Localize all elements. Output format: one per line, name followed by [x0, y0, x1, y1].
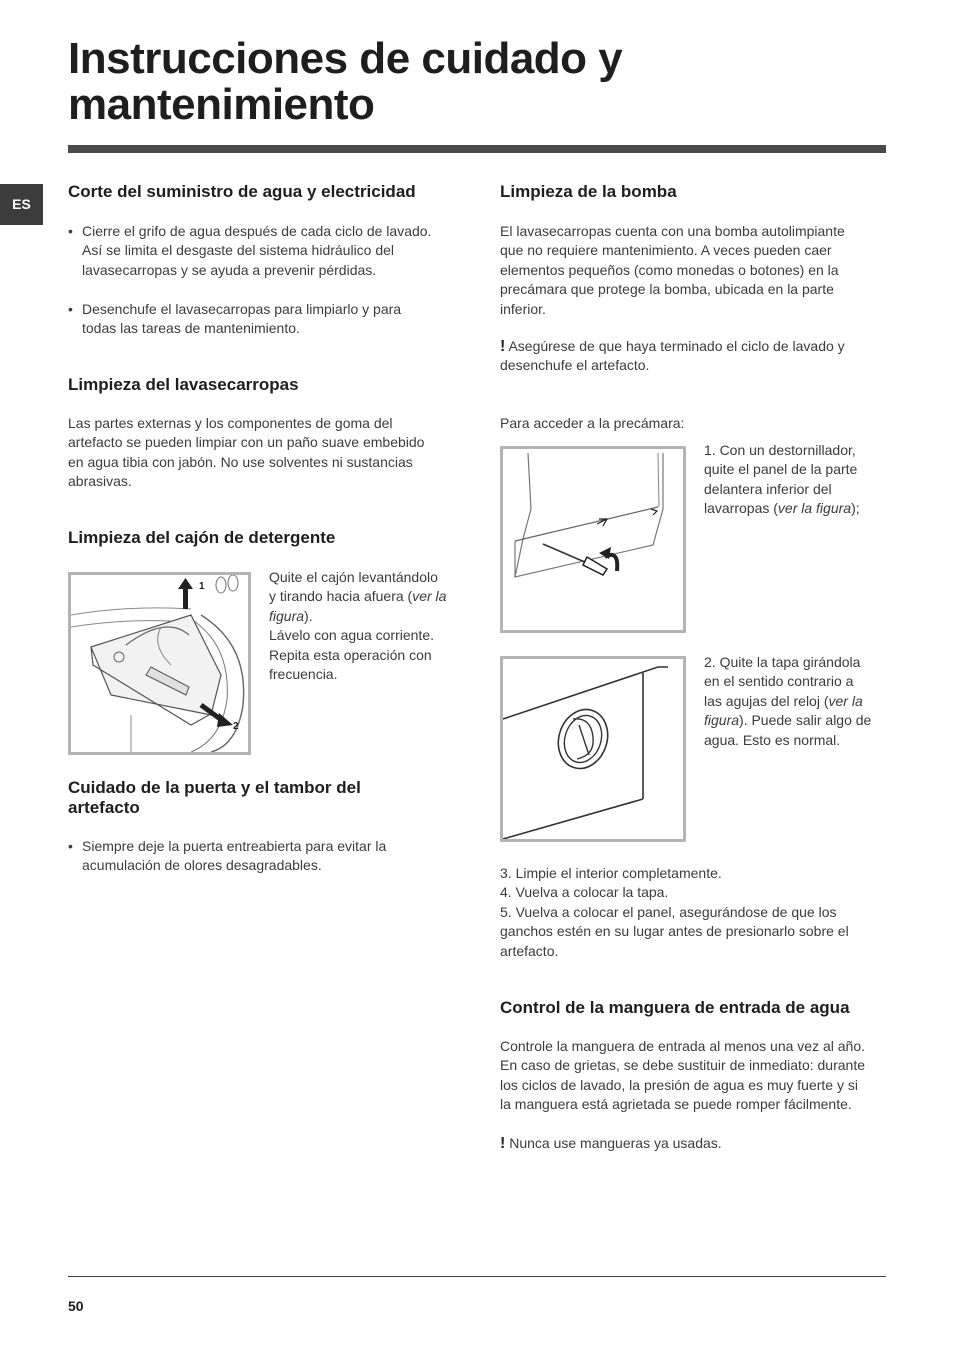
hose-check-text: Controle la manguera de entrada al menos una vez al año. En caso de grietas, se debe sustituir de inmediato: durante los ciclos de lavado, la presión de agua es muy fuerte y si la manguera está agrietada se puede romper fácilmente. — [500, 1038, 866, 1113]
page-number: 50 — [68, 1298, 84, 1314]
fig-label-1: 1 — [199, 581, 205, 592]
detergent-drawer-text: Quite el cajón levantándolo y tirando hacia afuera (ver la figura). Lávelo con agua corriente. Repita esta operación con frecuencia. — [269, 569, 447, 683]
figure-remove-panel — [500, 446, 686, 633]
footer-rule — [68, 1276, 886, 1277]
pump-warning: ! Asegúrese de que haya terminado el ciclo de lavado y desenchufe el artefacto. — [500, 338, 845, 374]
hose-warning: ! Nunca use mangueras ya usadas. — [500, 1135, 722, 1152]
warning-icon: ! — [500, 338, 506, 355]
step2-text: 2. Quite la tapa girándola en el sentido contrario a las agujas del reloj (ver la figura). Puede salir algo de agua. Esto es normal. — [704, 654, 872, 748]
list-item: • Desenchufe el lavasecarropas para limpiarlo y para todas las tareas de mantenimiento. — [68, 301, 402, 337]
panel-illustration — [503, 449, 683, 630]
warning-icon: ! — [500, 1135, 506, 1152]
bullet-icon: • — [68, 838, 73, 854]
pump-cleaning-text: El lavasecarropas cuenta con una bomba autolimpiante que no requiere mantenimiento. A veces pueden caer elementos pequeños (como monedas o botones) en la precámara que protege la bomba, ubicada en la parte inferior. — [500, 223, 845, 317]
list-item: • Siempre deje la puerta entreabierta para evitar la acumulación de olores desagradables. — [68, 838, 387, 874]
drawer-illustration — [71, 575, 248, 752]
figure-remove-cap — [500, 656, 686, 842]
list-item: • Cierre el grifo de agua después de cada ciclo de lavado. Así se limita el desgaste del sistema hidráulico del lavasecarropas y se ayuda a prevenir pérdidas. — [68, 223, 432, 278]
heading-water-electricity: Corte del suministro de agua y electricidad — [68, 182, 416, 201]
language-tab: ES — [0, 184, 43, 225]
steps-3-5: 3. Limpie el interior completamente. 4. Vuelva a colocar la tapa. 5. Vuelva a colocar el panel, asegurándose de que los ganchos estén en su lugar antes de presionarlo sobre el artefacto. — [500, 865, 849, 959]
heading-door-drum: Cuidado de la puerta y el tambor del artefacto — [68, 778, 361, 817]
cap-illustration — [503, 659, 683, 839]
heading-washer-cleaning: Limpieza del lavasecarropas — [68, 375, 299, 394]
access-text: Para acceder a la precámara: — [500, 415, 685, 431]
heading-hose-check: Control de la manguera de entrada de agua — [500, 998, 850, 1017]
title-rule — [68, 145, 886, 153]
fig-label-2: 2 — [233, 721, 239, 732]
bullet-icon: • — [68, 301, 73, 317]
step1-text: 1. Con un destornillador, quite el panel de la parte delantera inferior del lavarropas (ver la figura); — [704, 442, 860, 517]
heading-pump-cleaning: Limpieza de la bomba — [500, 182, 677, 201]
page-title: Instrucciones de cuidado y mantenimiento — [68, 34, 623, 129]
bullet-icon: • — [68, 223, 73, 239]
figure-detergent-drawer — [68, 572, 251, 755]
heading-detergent-drawer: Limpieza del cajón de detergente — [68, 528, 336, 547]
washer-cleaning-text: Las partes externas y los componentes de goma del artefacto se pueden limpiar con un paño suave embebido en agua tibia con jabón. No use solventes ni sustancias abrasivas. — [68, 415, 425, 490]
